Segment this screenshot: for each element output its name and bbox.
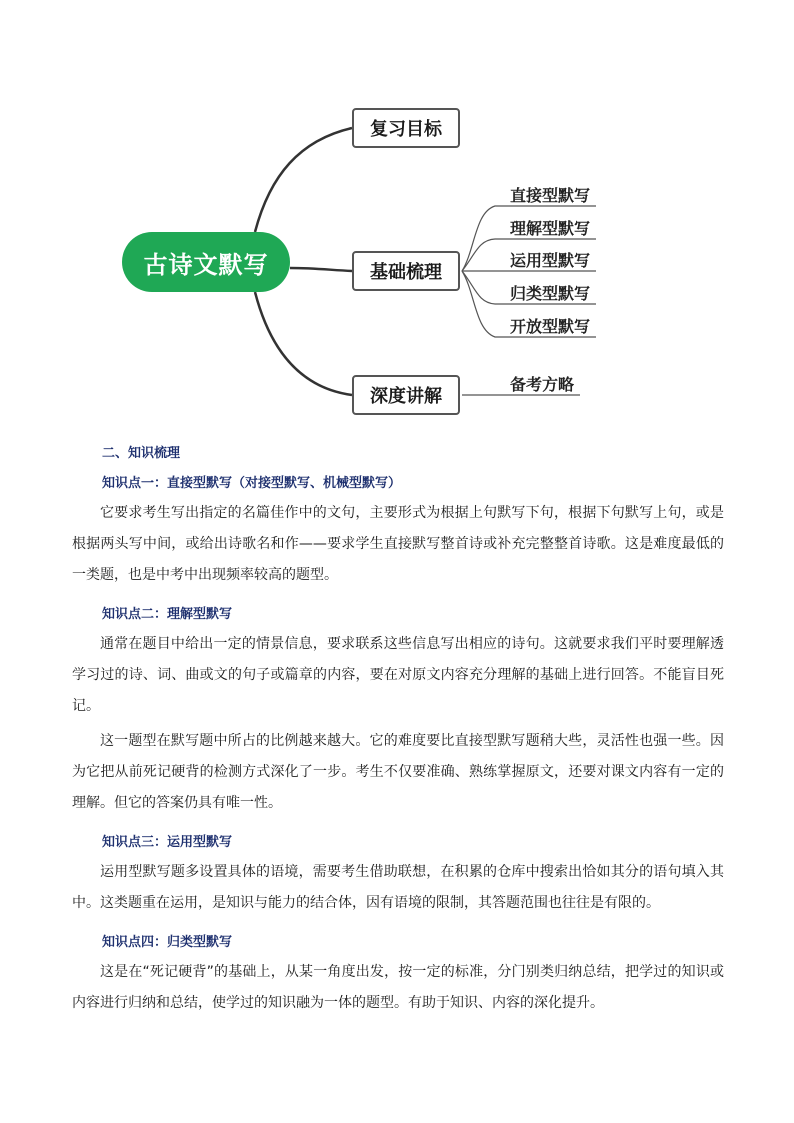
knowledge-point-2-paragraph-2: 这一题型在默写题中所占的比例越来越大。它的难度要比直接型默写题稍大些，灵活性也强一些。因为它把从前死记硬背的检测方式深化了一步。考生不仅要准确、熟练掌握原文，还要对课文内容有一定的理解。但它的答案仍具有唯一性。 [72,733,724,811]
mind-map [0,0,794,430]
connector-root-deep [255,292,352,395]
knowledge-point-4-paragraph-1: 这是在“死记硬背”的基础上，从某一角度出发，按一定的标准，分门别类归纳总结，把学过的知识或内容进行归纳和总结，使学过的知识融为一体的题型。有助于知识、内容的深化提升。 [72,964,724,1011]
knowledge-content [72,436,724,1019]
knowledge-point-1-title: 知识点一：直接型默写（对接型默写、机械型默写） [102,476,402,491]
knowledge-point-3-title: 知识点三：运用型默写 [102,835,233,850]
section-heading: 二、知识梳理 [102,446,181,461]
knowledge-point-1-paragraph-1: 它要求考生写出指定的名篇佳作中的文句，主要形式为根据上句默写下句，根据下句默写上句，或是根据两头写中间，或给出诗歌名和作——要求学生直接默写整首诗或补充完整整首诗歌。这是难度最低的一类题，也是中考中出现频率较高的题型。 [72,505,724,583]
leaf-exam-strategy: 备考方略 [510,375,575,394]
mind-map-root: 古诗文默写 [122,232,290,292]
leaf-application-dictation: 运用型默写 [510,251,591,270]
leaf-categorized-dictation: 归类型默写 [510,284,591,303]
branch-deep-explanation: 深度讲解 [352,375,460,415]
knowledge-point-4-title: 知识点四：归类型默写 [102,935,233,950]
mind-map-connectors [0,0,794,430]
knowledge-point-2-paragraph-1: 通常在题目中给出一定的情景信息，要求联系这些信息写出相应的诗句。这就要求我们平时要理解透学习过的诗、词、曲或文的句子或篇章的内容，要在对原文内容充分理解的基础上进行回答。不能盲目死记。 [72,636,724,714]
branch-basic-review: 基础梳理 [352,251,460,291]
knowledge-point-3-paragraph-1: 运用型默写题多设置具体的语境，需要考生借助联想，在积累的仓库中搜索出恰如其分的语句填入其中。这类题重在运用，是知识与能力的结合体，因有语境的限制，其答题范围也往往是有限的。 [72,864,724,911]
leaf-comprehension-dictation: 理解型默写 [510,219,591,238]
leaf-direct-dictation: 直接型默写 [510,186,591,205]
branch-review-goals: 复习目标 [352,108,460,148]
knowledge-point-2-title: 知识点二：理解型默写 [102,607,233,622]
leaf-open-dictation: 开放型默写 [510,317,591,336]
connector-root-basics [290,268,352,271]
connector-root-goal [255,128,352,232]
